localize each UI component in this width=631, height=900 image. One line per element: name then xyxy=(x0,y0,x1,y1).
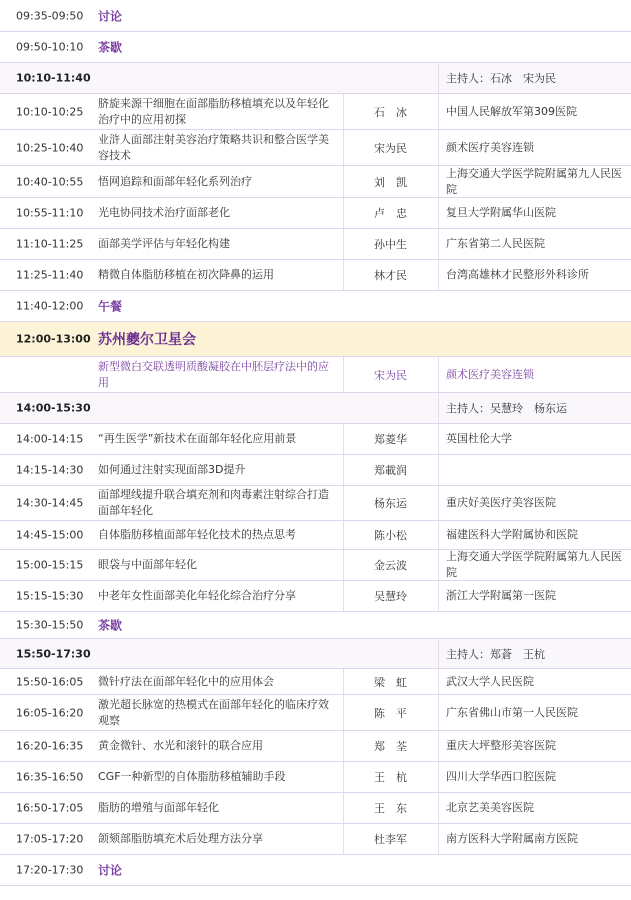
session-time: 15:30-15:50 xyxy=(16,618,84,632)
talk-topic: 颌颏部脂肪填充术后处理方法分享 xyxy=(98,832,263,845)
column-divider xyxy=(343,198,344,228)
speaker-institution: 广东省第二人民医院 xyxy=(446,237,545,250)
column-divider xyxy=(438,166,439,197)
session-time: 17:20-17:30 xyxy=(16,863,84,877)
speaker-institution: 颜术医疗美容连锁 xyxy=(446,140,534,154)
session-time: 15:15-15:30 xyxy=(16,589,84,603)
column-divider xyxy=(343,94,344,129)
session-host: 主持人：吴慧玲 杨东运 xyxy=(446,402,567,415)
speaker-name: 卢 忠 xyxy=(374,207,407,220)
speaker-institution: 重庆大坪整形美容医院 xyxy=(446,739,556,752)
column-divider xyxy=(438,393,439,423)
column-divider xyxy=(438,695,439,730)
session-time: 14:00-14:15 xyxy=(16,432,84,446)
talk-topic: CGF一种新型的自体脂肪移植辅助手段 xyxy=(98,770,286,783)
session-time: 10:10-10:25 xyxy=(16,105,84,118)
session-time: 10:25-10:40 xyxy=(16,141,84,154)
speaker-name: 陈 平 xyxy=(374,706,407,720)
session-label: 讨论 xyxy=(98,9,123,23)
speaker-name: 林才民 xyxy=(374,269,407,282)
session-time: 10:55-11:10 xyxy=(16,206,84,220)
schedule-row xyxy=(0,612,631,639)
column-divider xyxy=(343,260,344,290)
session-time: 14:30-14:45 xyxy=(16,496,84,510)
column-divider xyxy=(438,731,439,761)
schedule-row xyxy=(0,291,631,322)
column-divider xyxy=(343,824,344,854)
column-divider xyxy=(438,550,439,580)
session-time: 16:05-16:20 xyxy=(16,706,84,719)
speaker-institution: 四川大学华西口腔医院 xyxy=(446,770,556,783)
column-divider xyxy=(438,130,439,165)
speaker-institution: 南方医科大学附属南方医院 xyxy=(446,832,578,845)
column-divider xyxy=(343,455,344,485)
speaker-name: 王 东 xyxy=(374,802,407,815)
schedule-row xyxy=(0,793,631,824)
schedule-row xyxy=(0,731,631,762)
column-divider xyxy=(343,521,344,549)
talk-topic: 光电协同技术治疗面部老化 xyxy=(98,206,230,219)
column-divider xyxy=(438,639,439,668)
schedule-row xyxy=(0,669,631,695)
speaker-institution: 上海交通大学医学院附属第九人民医院 xyxy=(446,166,622,196)
speaker-institution: 重庆好美医疗美容医院 xyxy=(446,496,556,509)
column-divider xyxy=(438,260,439,290)
column-divider xyxy=(438,793,439,823)
session-label: 讨论 xyxy=(98,863,123,878)
speaker-institution: 台湾高雄林才民整形外科诊所 xyxy=(446,268,589,281)
column-divider xyxy=(438,455,439,485)
speaker-name: 郑 荃 xyxy=(374,740,407,753)
schedule-row xyxy=(0,260,631,291)
session-host: 主持人：石冰 宋为民 xyxy=(446,72,556,85)
schedule-row xyxy=(0,357,631,393)
column-divider xyxy=(438,669,439,694)
speaker-institution: 上海交通大学医学院附属第九人民医院 xyxy=(446,550,622,579)
column-divider xyxy=(438,824,439,854)
session-time: 11:10-11:25 xyxy=(16,237,84,251)
schedule-row xyxy=(0,521,631,550)
schedule-row xyxy=(0,424,631,455)
schedule-row xyxy=(0,695,631,731)
speaker-institution: 复旦大学附属华山医院 xyxy=(446,206,556,219)
schedule-row xyxy=(0,0,631,32)
talk-topic: 微针疗法在面部年轻化中的应用体会 xyxy=(98,674,274,688)
speaker-name: 梁 虹 xyxy=(374,675,407,689)
session-time: 17:05-17:20 xyxy=(16,832,84,846)
column-divider xyxy=(438,762,439,792)
speaker-name: 宋为民 xyxy=(374,141,407,155)
talk-topic: 黄金微针、水光和滚针的联合应用 xyxy=(98,739,263,752)
column-divider xyxy=(343,731,344,761)
schedule-row xyxy=(0,824,631,855)
speaker-institution: 颜术医疗美容连锁 xyxy=(446,367,534,381)
column-divider xyxy=(343,762,344,792)
session-time: 12:00-13:00 xyxy=(16,332,91,346)
schedule-row xyxy=(0,855,631,886)
session-host: 主持人：郑蒼 王杭 xyxy=(446,647,545,661)
talk-topic: 脂肪的增殖与面部年轻化 xyxy=(98,801,219,814)
speaker-name: 孙中生 xyxy=(374,238,407,251)
column-divider xyxy=(438,521,439,549)
column-divider xyxy=(343,357,344,392)
speaker-name: 刘 凯 xyxy=(374,175,407,189)
speaker-name: 金云波 xyxy=(374,559,407,572)
schedule-row xyxy=(0,166,631,198)
column-divider xyxy=(343,424,344,454)
talk-topic: 新型微白交联透明质酸凝胶在中胚层疗法中的应用 xyxy=(98,359,329,389)
speaker-name: 吴慧玲 xyxy=(374,590,407,603)
column-divider xyxy=(343,486,344,520)
schedule-row xyxy=(0,455,631,486)
session-time: 09:50-10:10 xyxy=(16,40,84,54)
talk-topic: 业浒人面部注射美容治疗策略共识和整合医学美容技术 xyxy=(98,132,329,162)
session-label: 茶歇 xyxy=(98,618,123,633)
column-divider xyxy=(343,130,344,165)
column-divider xyxy=(343,550,344,580)
speaker-name: 宋为民 xyxy=(374,368,407,382)
column-divider xyxy=(438,357,439,392)
column-divider xyxy=(438,198,439,228)
speaker-institution: 北京艺美美容医院 xyxy=(446,801,534,814)
session-time: 15:00-15:15 xyxy=(16,558,84,572)
session-time: 11:40-12:00 xyxy=(16,299,84,313)
speaker-institution: 福建医科大学附属协和医院 xyxy=(446,528,578,541)
talk-topic: 悟网追踪和面部年轻化系列治疗 xyxy=(98,174,252,188)
talk-topic: 激光超长脉宽的热模式在面部年轻化的临床疗效观察 xyxy=(98,697,329,727)
session-time: 15:50-16:05 xyxy=(16,675,84,688)
column-divider xyxy=(438,424,439,454)
talk-topic: 中老年女性面部美化年轻化综合治疗分享 xyxy=(98,589,296,602)
speaker-name: 郑菱华 xyxy=(374,433,407,446)
schedule-row xyxy=(0,32,631,63)
speaker-name: 陈小松 xyxy=(374,529,407,542)
talk-topic: “再生医学”新技术在面部年轻化应用前景 xyxy=(98,432,297,445)
speaker-institution: 英国杜伦大学 xyxy=(446,432,512,445)
column-divider xyxy=(438,94,439,129)
column-divider xyxy=(343,695,344,730)
session-time: 10:40-10:55 xyxy=(16,175,84,188)
speaker-name: 郑載润 xyxy=(374,464,407,477)
speaker-name: 王 杭 xyxy=(374,771,407,784)
talk-topic: 面部埋线提升联合填充剂和肉毒素注射综合打造面部年轻化 xyxy=(98,488,329,517)
column-divider xyxy=(438,63,439,93)
satellite-session-title: 苏州夔尔卫星会 xyxy=(98,332,196,348)
talk-topic: 自体脂肪移植面部年轻化技术的热点思考 xyxy=(98,528,296,541)
talk-topic: 面部美学评估与年轻化构建 xyxy=(98,237,230,250)
column-divider xyxy=(343,166,344,197)
session-time: 16:35-16:50 xyxy=(16,770,84,784)
schedule-row xyxy=(0,63,631,94)
speaker-institution: 广东省佛山市第一人民医院 xyxy=(446,705,578,719)
schedule-row xyxy=(0,229,631,260)
session-time: 14:00-15:30 xyxy=(16,401,91,415)
session-time: 14:15-14:30 xyxy=(16,463,84,477)
talk-topic: 如何通过注射实现面部3D提升 xyxy=(98,463,246,476)
schedule-row xyxy=(0,639,631,669)
session-time: 11:25-11:40 xyxy=(16,268,84,282)
talk-topic: 眼袋与中面部年轻化 xyxy=(98,558,197,571)
session-time: 15:50-17:30 xyxy=(16,647,91,660)
schedule-row xyxy=(0,486,631,521)
talk-topic: 脐旋来源干细胞在面部脂肪移植填充以及年轻化治疗中的应用初探 xyxy=(98,96,329,126)
column-divider xyxy=(438,229,439,259)
column-divider xyxy=(438,486,439,520)
session-time: 09:35-09:50 xyxy=(16,9,84,22)
column-divider xyxy=(343,581,344,611)
speaker-institution: 浙江大学附属第一医院 xyxy=(446,589,556,602)
session-label: 茶歇 xyxy=(98,40,123,55)
schedule-row xyxy=(0,550,631,581)
speaker-name: 杨东运 xyxy=(374,497,407,510)
schedule-row xyxy=(0,393,631,424)
talk-topic: 精微自体脂肪移植在初次降鼻的运用 xyxy=(98,268,274,281)
schedule-row xyxy=(0,94,631,130)
speaker-name: 杜李军 xyxy=(374,833,407,846)
column-divider xyxy=(343,669,344,694)
schedule-row xyxy=(0,198,631,229)
schedule-row xyxy=(0,762,631,793)
column-divider xyxy=(343,793,344,823)
session-time: 16:20-16:35 xyxy=(16,739,84,753)
speaker-institution: 中国人民解放军第309医院 xyxy=(446,104,577,118)
session-time: 10:10-11:40 xyxy=(16,71,91,85)
column-divider xyxy=(438,581,439,611)
schedule-row xyxy=(0,322,631,357)
speaker-name: 石 冰 xyxy=(374,105,407,119)
session-time: 16:50-17:05 xyxy=(16,801,84,815)
session-label: 午餐 xyxy=(98,299,123,314)
speaker-institution: 武汉大学人民医院 xyxy=(446,674,534,688)
column-divider xyxy=(343,229,344,259)
session-time: 14:45-15:00 xyxy=(16,528,84,542)
schedule-row xyxy=(0,130,631,166)
schedule-row xyxy=(0,581,631,612)
